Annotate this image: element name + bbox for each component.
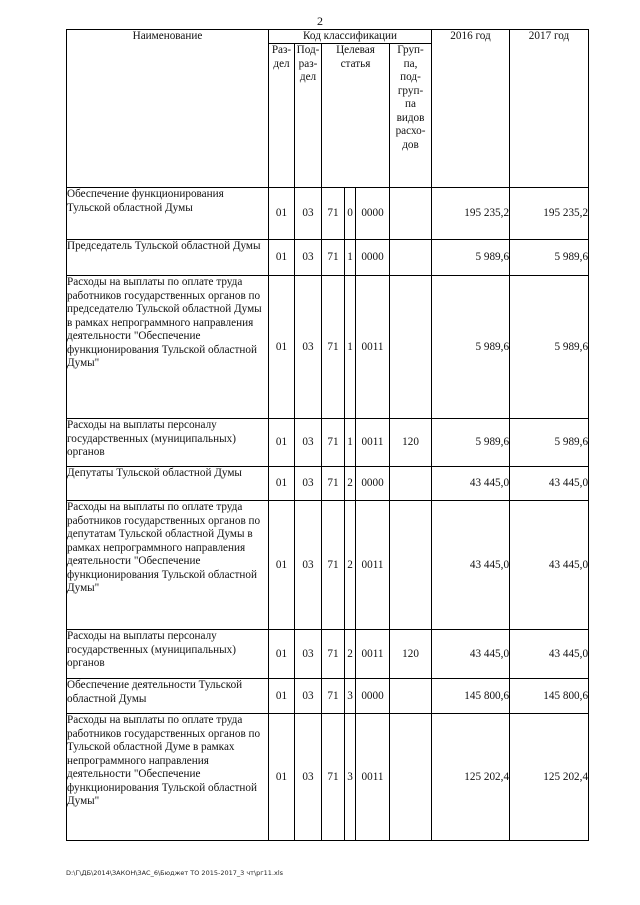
row-target-code: 0011: [356, 501, 390, 630]
row-razdel: 01: [269, 419, 295, 467]
budget-table: [66, 29, 589, 841]
row-podrazdel: 03: [295, 276, 322, 419]
table-row: [67, 188, 589, 240]
row-value-2016: 125 202,4: [432, 714, 510, 841]
row-target-code: 0000: [356, 467, 390, 501]
row-razdel: 01: [269, 630, 295, 679]
row-razdel: 01: [269, 714, 295, 841]
row-podrazdel: 03: [295, 419, 322, 467]
row-value-2016: 43 445,0: [432, 501, 510, 630]
row-razdel: 01: [269, 467, 295, 501]
row-target-program: 71: [322, 714, 345, 841]
row-target-sub: 3: [345, 679, 356, 714]
row-target-sub: 3: [345, 714, 356, 841]
row-value-2017: 125 202,4: [510, 714, 589, 841]
row-name: Расходы на выплаты персоналу государственных (муниципальных) органов: [67, 419, 269, 467]
row-group: [390, 188, 432, 240]
row-target-code: 0000: [356, 188, 390, 240]
row-razdel: 01: [269, 240, 295, 276]
row-podrazdel: 03: [295, 630, 322, 679]
row-target-sub: 2: [345, 501, 356, 630]
row-target-code: 0000: [356, 679, 390, 714]
row-group: [390, 714, 432, 841]
row-name: Председатель Тульской областной Думы: [67, 240, 269, 276]
row-name: Обеспечение функционирования Тульской областной Думы: [67, 188, 269, 240]
row-target-program: 71: [322, 240, 345, 276]
row-value-2017: 145 800,6: [510, 679, 589, 714]
row-podrazdel: 03: [295, 679, 322, 714]
row-razdel: 01: [269, 501, 295, 630]
col-name-header: Наименование: [67, 30, 269, 188]
table-row: [67, 501, 589, 630]
table-row: [67, 630, 589, 679]
row-value-2017: 5 989,6: [510, 276, 589, 419]
row-name: Расходы на выплаты по оплате труда работников государственных органов по Тульской областной Думе в рамках непрограммного направления деятельности "Обеспечение функционирования Тульской областной Думы": [67, 714, 269, 841]
row-podrazdel: 03: [295, 467, 322, 501]
row-group: [390, 240, 432, 276]
table-row: [67, 419, 589, 467]
row-group: [390, 501, 432, 630]
row-target-sub: 2: [345, 630, 356, 679]
row-razdel: 01: [269, 679, 295, 714]
row-group: 120: [390, 419, 432, 467]
row-value-2017: 5 989,6: [510, 240, 589, 276]
row-value-2017: 43 445,0: [510, 467, 589, 501]
col-code-header: Код классификации: [269, 30, 432, 44]
table-row: [67, 240, 589, 276]
row-value-2016: 43 445,0: [432, 467, 510, 501]
row-value-2017: 195 235,2: [510, 188, 589, 240]
row-target-program: 71: [322, 679, 345, 714]
col-group-header: Груп- па, под- груп- па видов расхо- дов: [390, 44, 432, 188]
row-value-2016: 5 989,6: [432, 419, 510, 467]
row-group: [390, 276, 432, 419]
row-target-program: 71: [322, 630, 345, 679]
row-target-sub: 0: [345, 188, 356, 240]
row-target-program: 71: [322, 501, 345, 630]
row-podrazdel: 03: [295, 501, 322, 630]
row-group: 120: [390, 630, 432, 679]
row-group: [390, 467, 432, 501]
row-value-2016: 43 445,0: [432, 630, 510, 679]
row-podrazdel: 03: [295, 188, 322, 240]
row-value-2016: 145 800,6: [432, 679, 510, 714]
col-razdel-header: Раз- дел: [269, 44, 295, 188]
table-row: [67, 679, 589, 714]
row-razdel: 01: [269, 276, 295, 419]
table-row: [67, 467, 589, 501]
row-target-sub: 1: [345, 276, 356, 419]
table-body: [67, 188, 589, 841]
row-target-program: 71: [322, 188, 345, 240]
table-header: [67, 30, 589, 188]
row-name: Обеспечение деятельности Тульской областной Думы: [67, 679, 269, 714]
row-target-code: 0000: [356, 240, 390, 276]
row-name: Расходы на выплаты персоналу государственных (муниципальных) органов: [67, 630, 269, 679]
row-group: [390, 679, 432, 714]
row-value-2017: 43 445,0: [510, 630, 589, 679]
row-value-2016: 5 989,6: [432, 276, 510, 419]
row-target-code: 0011: [356, 419, 390, 467]
row-value-2017: 43 445,0: [510, 501, 589, 630]
row-target-sub: 1: [345, 419, 356, 467]
row-target-program: 71: [322, 419, 345, 467]
col-2017-header: 2017 год: [510, 30, 589, 188]
file-path-footer: D:\Г\ДБ\2014\ЗАКОН\ЗАС_6\Бюджет ТО 2015-2017_3 чт\рг11.xls: [66, 869, 284, 877]
row-target-program: 71: [322, 467, 345, 501]
row-name: Расходы на выплаты по оплате труда работников государственных органов по депутатам Тульской областной Думы в рамках непрограммного направления деятельности "Обеспечение функционирования Тульской областной Думы": [67, 501, 269, 630]
row-target-code: 0011: [356, 714, 390, 841]
row-razdel: 01: [269, 188, 295, 240]
page-number: 2: [317, 14, 323, 28]
col-target-header: Целевая статья: [322, 44, 390, 188]
table-row: [67, 276, 589, 419]
row-target-code: 0011: [356, 276, 390, 419]
row-podrazdel: 03: [295, 240, 322, 276]
row-name: Депутаты Тульской областной Думы: [67, 467, 269, 501]
col-podrazdel-header: Под- раз- дел: [295, 44, 322, 188]
table-row: [67, 714, 589, 841]
col-2016-header: 2016 год: [432, 30, 510, 188]
row-target-sub: 1: [345, 240, 356, 276]
row-target-program: 71: [322, 276, 345, 419]
row-target-code: 0011: [356, 630, 390, 679]
row-value-2017: 5 989,6: [510, 419, 589, 467]
row-value-2016: 195 235,2: [432, 188, 510, 240]
row-target-sub: 2: [345, 467, 356, 501]
row-value-2016: 5 989,6: [432, 240, 510, 276]
row-podrazdel: 03: [295, 714, 322, 841]
row-name: Расходы на выплаты по оплате труда работников государственных органов по председателю Тульской областной Думы в рамках непрограммного направления деятельности "Обеспечение функционирования Тульской областной Думы": [67, 276, 269, 419]
